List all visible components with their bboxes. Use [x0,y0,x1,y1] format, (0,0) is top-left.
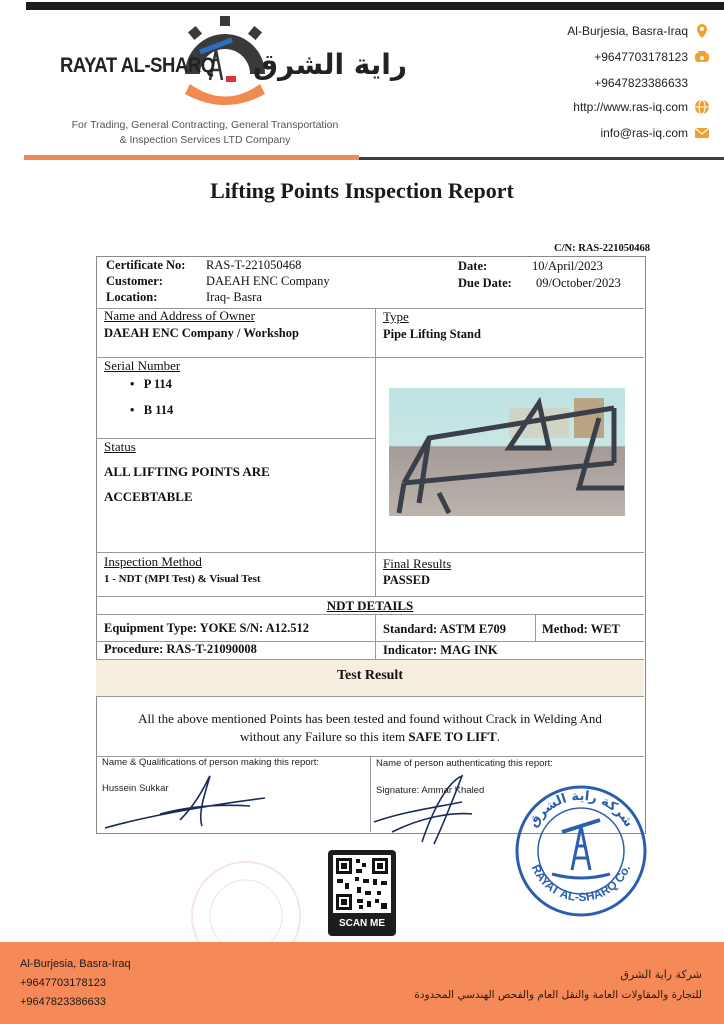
date-value: 10/April/2023 [532,259,603,273]
left-signature-scribble [100,770,270,834]
cn-number: C/N: RAS-221050468 [554,243,650,254]
qr-code[interactable] [328,850,396,936]
result-line-2 [96,728,644,746]
customer-label: Customer: [106,274,163,288]
serial-value: B 114 [143,403,174,417]
report-table [96,256,646,834]
final-heading: Final Results [383,556,452,571]
header-phone-2: +9647823386633 [594,76,688,90]
type-value: Pipe Lifting Stand [383,327,481,341]
indicator: Indicator: MAG INK [383,643,498,657]
location-label: Location: [106,290,158,304]
header-email[interactable] [428,126,688,140]
footer-arabic-name: شركة راية الشرق [620,968,702,981]
globe-icon [694,99,710,115]
header-dark-line [359,157,724,160]
company-name-en: RAYAT AL-SHARQ [60,54,215,77]
divider [370,756,371,832]
method-heading: Inspection Method [104,554,202,569]
owner-heading: Name and Address of Owner [104,308,255,323]
footer-band [0,942,724,1024]
stamp-english-text: RAYAT AL-SHARQ Co. [528,862,634,905]
divider [96,614,644,615]
method-value: 1 - NDT (MPI Test) & Visual Test [104,573,261,585]
company-stamp [512,782,650,920]
serial-value: P 114 [143,377,172,391]
result-line-1: All the above mentioned Points has been tested and found without Crack in Welding And [138,711,602,726]
status-heading: Status [104,439,136,454]
scan-me-label: SCAN ME [338,918,386,929]
result-line-2-prefix: without any Failure so this item [240,729,409,744]
company-tagline [40,118,370,148]
tagline-line-1: For Trading, General Contracting, General Transportation [71,119,339,131]
stamp-arabic-text: شركة راية الشرق [525,788,637,831]
tagline-line-2: & Inspection Services LTD Company [119,134,291,146]
location-value: Iraq- Basra [206,290,262,304]
header-website[interactable] [428,100,688,114]
header-address-text: Al-Burjesia, Basra-Iraq [567,24,688,38]
date-label: Date: [458,259,488,273]
method: Method: WET [542,622,620,636]
divider [375,614,376,659]
status-line-2: ACCEBTABLE [104,489,193,504]
test-result-band [96,659,644,697]
final-value: PASSED [383,573,431,587]
divider [96,552,644,553]
due-date-value: 09/October/2023 [536,276,621,290]
customer-value: DAEAH ENC Company [206,274,330,288]
location-pin-icon [694,23,710,39]
header-email-text[interactable]: info@ras-iq.com [600,126,688,140]
left-signature-heading: Name & Qualifications of person making this report: [102,757,320,768]
header-phone-1-text: +9647703178123 [594,50,688,64]
footer-arabic-description: للتجارة والمقاولات العامة والنقل العام والفحص الهندسي المحدودة [414,989,702,1001]
footer-address: Al-Burjesia, Basra-Iraq [20,958,131,970]
divider [535,614,536,642]
ndt-heading: NDT DETAILS [326,598,414,613]
top-bar [26,2,724,10]
safe-to-lift: SAFE TO LIFT [408,729,497,744]
right-signature-scribble [372,772,512,852]
left-signature-name: Hussein Sukkar [102,783,169,794]
status-line-1: ALL LIFTING POINTS ARE [104,464,270,479]
equipment-type: Equipment Type: YOKE S/N: A12.512 [104,621,310,635]
certificate-value: RAS-T-221050468 [206,258,302,272]
item-photo [389,388,625,516]
report-title: Lifting Points Inspection Report [210,178,514,203]
serial-heading: Serial Number [104,358,181,373]
right-signature-name: Signature: Ammar Khaled [376,785,485,796]
divider [96,596,644,597]
header-website-text[interactable]: http://www.ras-iq.com [573,100,688,114]
footer-phone-2: +9647823386633 [20,996,106,1008]
test-result-text [96,710,644,746]
test-result-heading: Test Result [337,668,403,683]
certificate-label: Certificate No: [106,258,186,272]
header-address [428,24,688,38]
envelope-icon [694,125,710,141]
phone-icon [694,49,710,65]
header-phone-1 [428,50,688,64]
right-signature-heading: Name of person authenticating this report: [376,758,553,769]
serial-item-1: • P 114 [130,377,172,391]
owner-value: DAEAH ENC Company / Workshop [104,326,299,340]
cert-block [96,256,644,308]
due-date-label: Due Date: [458,276,512,290]
footer-phone-1: +9647703178123 [20,977,106,989]
serial-item-2: • B 114 [130,403,174,417]
divider [96,438,375,439]
standard: Standard: ASTM E709 [383,622,506,636]
qr-code-pattern [333,855,391,913]
result-line-2-suffix: . [496,729,500,744]
header-accent-line [24,155,359,160]
type-heading: Type [383,309,409,324]
company-name-ar: راية الشرق [253,48,408,81]
procedure: Procedure: RAS-T-21090008 [104,642,257,656]
